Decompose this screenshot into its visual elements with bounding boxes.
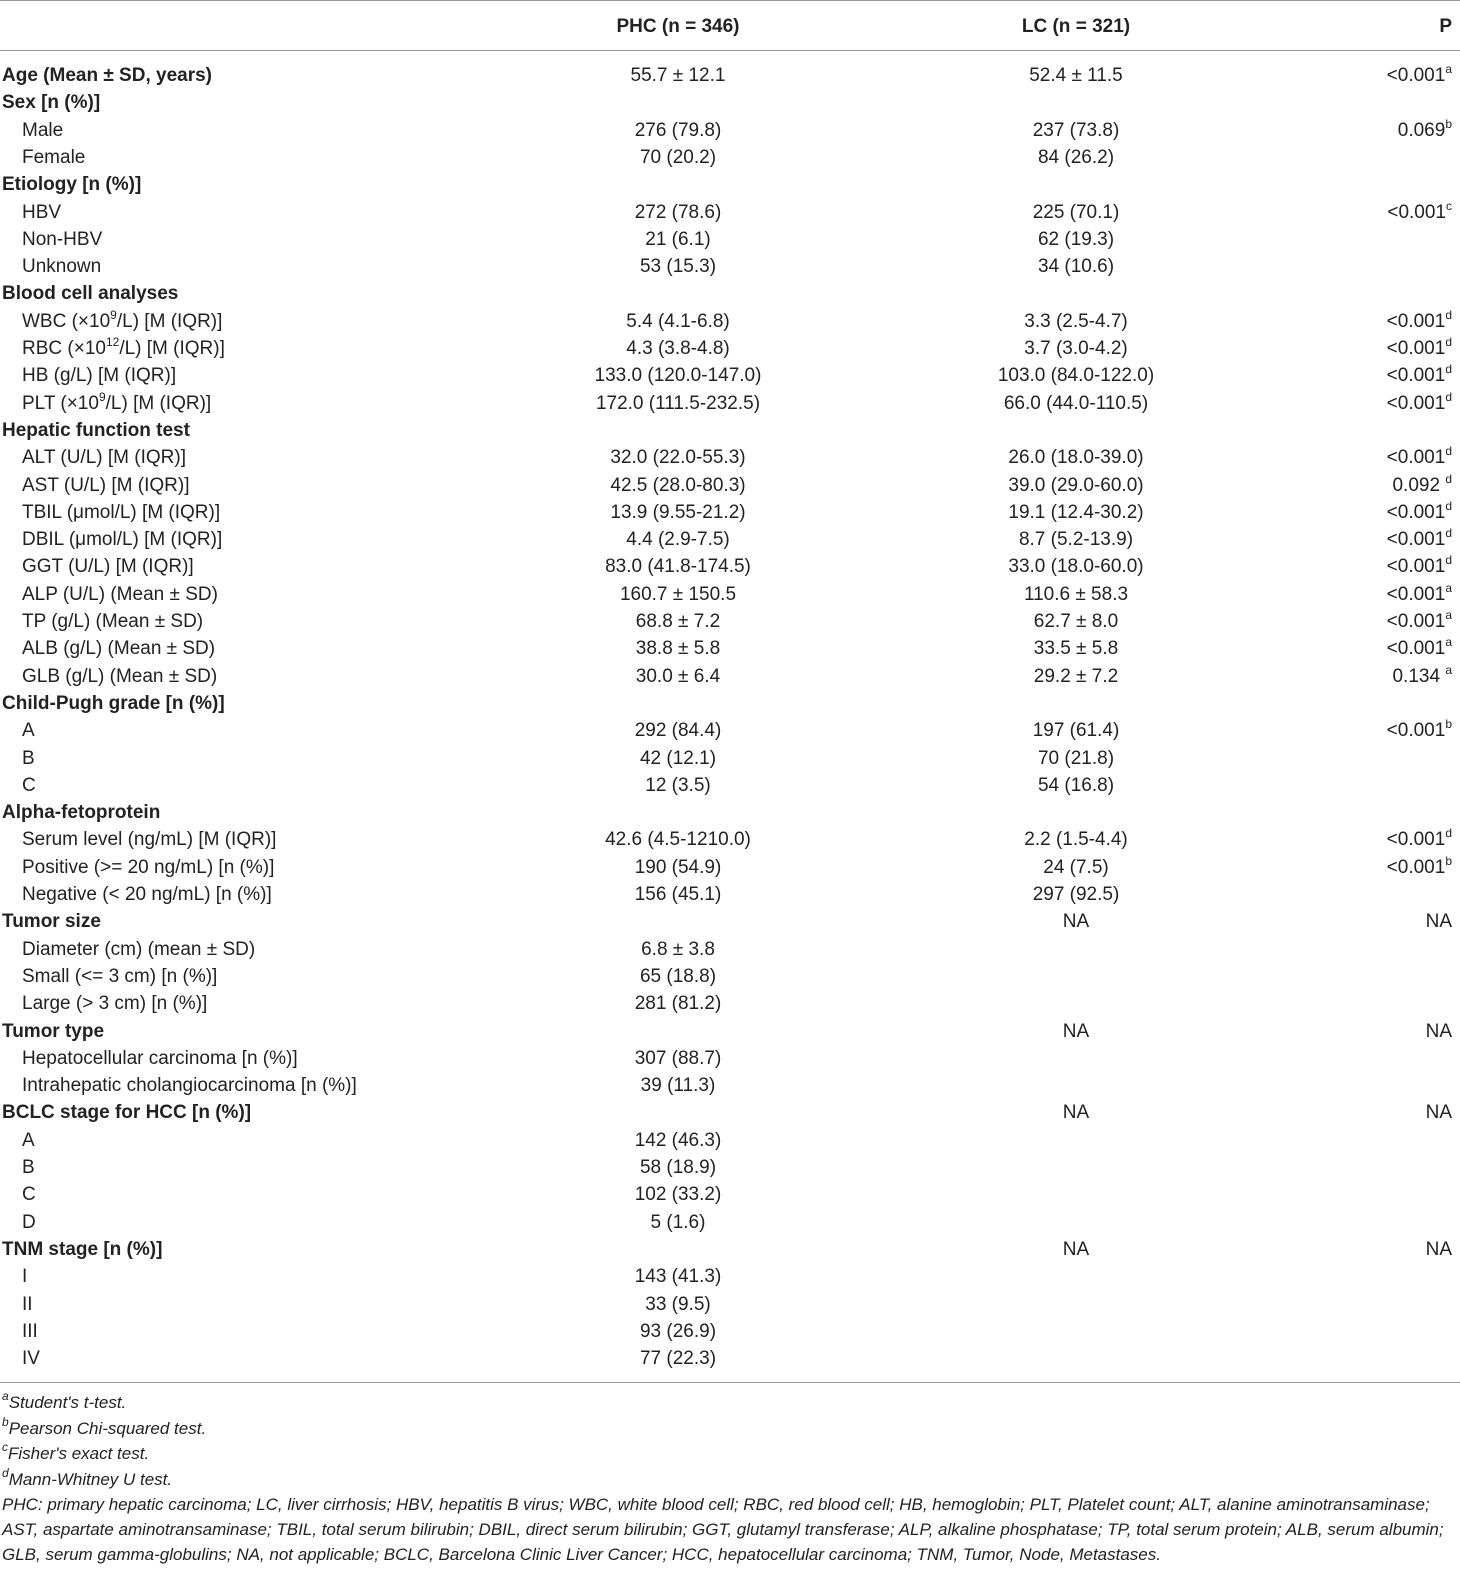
footnote: $^d$Mann-Whitney U test.: [2, 1465, 173, 1489]
phc-value: 281 (81.2): [634, 993, 722, 1015]
row-label: III: [22, 1320, 38, 1342]
lc-value: 237 (73.8): [1032, 119, 1120, 141]
p-value-superscript: a: [1445, 608, 1452, 622]
table-row: [0, 663, 1460, 690]
table-row: [0, 444, 1460, 471]
row-label: Sex [n (%)]: [2, 92, 101, 114]
row-label: Large (> 3 cm) [n (%)]: [22, 993, 208, 1015]
p-value: <0.001$^d$: [1386, 362, 1452, 387]
row-label: TNM stage [n (%)]: [2, 1238, 163, 1260]
header-phc: PHC (n = 346): [616, 16, 740, 37]
row-label: A: [22, 1129, 35, 1151]
p-value: <0.001$^a$: [1386, 635, 1452, 660]
table-row: [0, 253, 1460, 280]
table-row: [0, 990, 1460, 1017]
phc-value: 32.0 (22.0-55.3): [610, 447, 746, 469]
header-lc: LC (n = 321): [1021, 16, 1131, 37]
lc-value: 34 (10.6): [1037, 256, 1115, 278]
row-label: Positive (>= 20 ng/mL) [n (%)]: [22, 856, 275, 878]
row-label: GLB (g/L) (Mean ± SD): [22, 665, 218, 687]
phc-value: 42.6 (4.5-1210.0): [605, 829, 751, 851]
phc-value: 276 (79.8): [634, 119, 722, 141]
p-value-superscript: b: [1445, 853, 1452, 868]
row-label: Tumor type: [2, 1020, 105, 1042]
table-row: [0, 1209, 1460, 1236]
row-label: Hepatocellular carcinoma [n (%)]: [22, 1047, 298, 1069]
row-label: C: [22, 774, 36, 796]
phc-value: 102 (33.2): [634, 1184, 722, 1206]
lc-value: NA: [1062, 1020, 1090, 1042]
phc-value: 5.4 (4.1-6.8): [626, 310, 730, 332]
lc-value: 3.7 (3.0-4.2): [1024, 338, 1128, 359]
p-value: <0.001$^d$: [1386, 498, 1452, 523]
table-row: [0, 1099, 1460, 1126]
p-value-superscript: d: [1445, 553, 1452, 568]
p-value: <0.001$^a$: [1386, 608, 1452, 632]
table-row: [0, 635, 1460, 662]
row-label: Age (Mean ± SD, years): [2, 65, 212, 86]
p-value-superscript: d: [1445, 526, 1452, 541]
p-value: 0.134 $^a$: [1392, 662, 1452, 687]
table-row: [0, 854, 1460, 881]
row-label: IV: [22, 1348, 40, 1370]
p-value: NA: [1425, 1020, 1452, 1042]
lc-value: 297 (92.5): [1032, 884, 1120, 905]
row-label: TP (g/L) (Mean ± SD): [22, 611, 204, 632]
table-row: [0, 390, 1460, 417]
header-p: P: [1439, 16, 1452, 37]
phc-value: 4.4 (2.9-7.5): [626, 529, 730, 551]
phc-value: 307 (88.7): [634, 1047, 722, 1069]
table-row: [0, 335, 1460, 362]
table-row: [0, 308, 1460, 335]
phc-value: 172.0 (111.5-232.5): [595, 392, 761, 414]
row-label: Male: [22, 119, 64, 141]
lc-value: 54 (16.8): [1037, 774, 1115, 796]
row-label: C: [22, 1184, 36, 1206]
table-row: [0, 117, 1460, 144]
table-row: [0, 772, 1460, 799]
table-row: [0, 362, 1460, 389]
row-label: DBIL (μmol/L) [M (IQR)]: [22, 529, 223, 551]
table-row: [0, 1236, 1460, 1263]
table-footer: [2, 1390, 1458, 1567]
lc-value: 33.0 (18.0-60.0): [1008, 556, 1144, 578]
lc-value: 62.7 ± 8.0: [1033, 611, 1119, 632]
row-label: A: [22, 720, 35, 742]
table-row: [0, 526, 1460, 553]
table-row: [0, 171, 1460, 198]
table-row: [0, 799, 1460, 826]
phc-value: 39 (11.3): [640, 1075, 716, 1097]
table-row: [0, 1263, 1460, 1290]
lc-value: 24 (7.5): [1043, 856, 1109, 878]
row-label: Tumor size: [2, 911, 101, 933]
p-value-superscript: a: [1445, 635, 1452, 650]
table-row: [0, 963, 1460, 990]
lc-value: NA: [1062, 911, 1090, 933]
lc-value: 19.1 (12.4-30.2): [1008, 501, 1144, 523]
phc-value: 38.8 ± 5.8: [635, 638, 721, 660]
phc-value: 30.0 ± 6.4: [635, 665, 721, 687]
p-value: <0.001$^d$: [1386, 335, 1452, 359]
lc-value: 29.2 ± 7.2: [1033, 665, 1119, 687]
phc-value: 77 (22.3): [639, 1348, 717, 1370]
lc-value: 103.0 (84.0-122.0): [997, 365, 1155, 387]
table-row: [0, 280, 1460, 307]
row-label: Unknown: [22, 256, 102, 278]
table-row: [0, 1072, 1460, 1099]
table-row: [0, 199, 1460, 226]
lc-value: 62 (19.3): [1037, 228, 1115, 250]
row-label: I: [22, 1266, 28, 1288]
row-label: D: [22, 1211, 36, 1233]
row-label: RBC $(\times 10^{12}/L)$ [M (IQR)]: [22, 335, 225, 359]
p-value-superscript: a: [1445, 62, 1452, 76]
row-label: Hepatic function test: [2, 419, 190, 441]
phc-value: 160.7 ± 150.5: [619, 583, 737, 605]
phc-value: 58 (18.9): [639, 1157, 717, 1178]
table-row: [0, 553, 1460, 580]
lc-value: 52.4 ± 11.5: [1029, 65, 1123, 86]
abbreviations: PHC: primary hepatic carcinoma; LC, liver cirrhosis; HBV, hepatitis B virus; WBC, white blood cell; RBC, red blood cell; HB, hemoglobin; PLT, Platelet count; ALT, alanine aminotransaminase; AST, aspartate aminotransaminase; TBIL, total serum bilirubin; DBIL, direct serum bilirubin; GGT, glutamyl transferase; ALP, alkaline phosphatase; TP, total serum protein; ALB, serum albumin; GLB, serum gamma-globulins; NA, not applicable; BCLC, Barcelona Clinic Liver Cancer; HCC, hepatocellular carcinoma; TNM, Tumor, Node, Metastases.: [2, 1495, 1444, 1564]
p-value-superscript: a: [1445, 580, 1452, 595]
row-label: Intrahepatic cholangiocarcinoma [n (%)]: [22, 1075, 357, 1097]
p-value-superscript: d: [1445, 444, 1452, 459]
table-row: [0, 472, 1460, 499]
lc-value: 197 (61.4): [1032, 720, 1120, 742]
header-rule: [0, 50, 1460, 51]
p-value-superscript: d: [1445, 335, 1452, 349]
table-row: [0, 608, 1460, 635]
phc-value: 133.0 (120.0-147.0): [594, 365, 762, 387]
phc-value: 42 (12.1): [639, 747, 717, 769]
phc-value: 143 (41.3): [634, 1266, 722, 1288]
phc-value: 6.8 ± 3.8: [641, 938, 715, 960]
phc-value: 5 (1.6): [650, 1211, 706, 1233]
p-value: <0.001$^d$: [1386, 389, 1452, 414]
table-row: [0, 936, 1460, 963]
phc-value: 65 (18.8): [639, 965, 717, 987]
row-label: Child-Pugh grade [n (%)]: [2, 692, 225, 714]
row-label: Etiology [n (%)]: [2, 174, 142, 196]
lc-value: 8.7 (5.2-13.9): [1018, 529, 1134, 551]
table-row: [0, 745, 1460, 772]
row-label: PLT $(\times 10^9/L)$ [M (IQR)]: [22, 389, 212, 414]
p-value: 0.069$^b$: [1397, 116, 1452, 141]
row-label: HBV: [22, 201, 62, 223]
p-value: <0.001$^a$: [1386, 62, 1452, 86]
table-row: [0, 881, 1460, 908]
row-label: HB (g/L) [M (IQR)]: [22, 365, 177, 387]
p-value: NA: [1425, 1238, 1452, 1260]
table-row: [0, 1291, 1460, 1318]
row-label: GGT (U/L) [M (IQR)]: [22, 556, 194, 578]
table-row: [0, 89, 1460, 116]
top-rule: [0, 0, 1460, 1]
p-value: <0.001$^c$: [1387, 198, 1452, 223]
phc-value: 21 (6.1): [645, 228, 711, 250]
table-row: [0, 499, 1460, 526]
p-value-superscript: d: [1445, 498, 1452, 513]
table-row: [0, 417, 1460, 444]
phc-value: 55.7 ± 12.1: [630, 65, 726, 86]
phc-value: 42.5 (28.0-80.3): [610, 474, 746, 496]
row-label: Serum level (ng/mL) [M (IQR)]: [22, 829, 277, 851]
table-row: [0, 908, 1460, 935]
phc-value: 13.9 (9.55-21.2): [610, 501, 746, 523]
table-row: [0, 1318, 1460, 1345]
p-value: <0.001$^d$: [1386, 526, 1452, 551]
row-label: ALB (g/L) (Mean ± SD): [22, 638, 216, 660]
row-label: ALT (U/L) [M (IQR)]: [22, 447, 186, 469]
table-row: [0, 1018, 1460, 1045]
table-row: [0, 717, 1460, 744]
table-header: [0, 10, 1460, 44]
p-value: <0.001$^b$: [1386, 853, 1452, 878]
footnote: $^b$Pearson Chi-squared test.: [2, 1414, 207, 1438]
phc-value: 70 (20.2): [639, 146, 717, 168]
table-row: [0, 690, 1460, 717]
p-value-superscript: d: [1445, 389, 1452, 404]
row-label: Alpha-fetoprotein: [2, 802, 161, 824]
row-label: B: [22, 747, 35, 769]
row-label: AST (U/L) [M (IQR)]: [22, 474, 190, 496]
p-value: 0.092 $^d$: [1392, 471, 1452, 496]
p-value: <0.001$^d$: [1386, 444, 1452, 469]
row-label: Blood cell analyses: [2, 283, 179, 305]
row-label: Negative (< 20 ng/mL) [n (%)]: [22, 884, 272, 905]
phc-value: 83.0 (41.8-174.5): [605, 556, 751, 578]
p-value-superscript: c: [1446, 198, 1452, 213]
table-row: [0, 1045, 1460, 1072]
lc-value: 26.0 (18.0-39.0): [1008, 447, 1144, 469]
p-value-superscript: d: [1445, 471, 1452, 486]
lc-value: 110.6 ± 58.3: [1023, 583, 1129, 605]
table-row: [0, 1127, 1460, 1154]
phc-value: 142 (46.3): [634, 1129, 722, 1151]
lc-value: 3.3 (2.5-4.7): [1024, 310, 1128, 332]
phc-value: 12 (3.5): [645, 774, 711, 796]
bottom-rule: [0, 1382, 1460, 1383]
p-value: <0.001$^d$: [1386, 826, 1452, 851]
phc-value: 68.8 ± 7.2: [635, 611, 721, 632]
row-label: ALP (U/L) (Mean ± SD): [22, 583, 218, 605]
table-row: [0, 1154, 1460, 1181]
lc-value: 33.5 ± 5.8: [1033, 638, 1119, 660]
p-value: NA: [1425, 1102, 1452, 1124]
lc-value: 39.0 (29.0-60.0): [1008, 474, 1144, 496]
phc-value: 4.3 (3.8-4.8): [626, 338, 730, 359]
lc-value: 84 (26.2): [1037, 146, 1115, 168]
footnote: $^a$Student's t-test.: [2, 1389, 127, 1412]
phc-value: 156 (45.1): [634, 884, 722, 905]
lc-value: 70 (21.8): [1037, 747, 1115, 769]
table-row: [0, 826, 1460, 853]
lc-value: NA: [1062, 1102, 1090, 1124]
table-row: [0, 144, 1460, 171]
p-value-superscript: a: [1445, 662, 1452, 677]
p-value: <0.001$^d$: [1386, 307, 1452, 332]
lc-value: 2.2 (1.5-4.4): [1024, 829, 1128, 851]
row-label: BCLC stage for HCC [n (%)]: [2, 1102, 252, 1124]
p-value-superscript: d: [1445, 826, 1452, 841]
lc-value: NA: [1062, 1238, 1090, 1260]
phc-value: 292 (84.4): [634, 720, 722, 742]
table-row: [0, 62, 1460, 89]
p-value: <0.001$^d$: [1386, 553, 1452, 578]
phc-value: 190 (54.9): [634, 856, 722, 878]
p-value-superscript: d: [1445, 307, 1452, 322]
table-row: [0, 1181, 1460, 1208]
row-label: B: [22, 1157, 35, 1178]
row-label: Small (<= 3 cm) [n (%)]: [22, 965, 218, 987]
p-value-superscript: b: [1445, 116, 1452, 131]
p-value: NA: [1425, 911, 1452, 933]
p-value: <0.001$^a$: [1386, 580, 1452, 605]
p-value-superscript: b: [1445, 717, 1452, 732]
row-label: II: [22, 1293, 33, 1315]
phc-value: 272 (78.6): [634, 201, 722, 223]
phc-value: 93 (26.9): [639, 1320, 717, 1342]
row-label: Diameter (cm) (mean ± SD): [22, 938, 256, 960]
lc-value: 225 (70.1): [1032, 201, 1120, 223]
footnote: $^c$Fisher's exact test.: [2, 1440, 150, 1463]
row-label: TBIL (μmol/L) [M (IQR)]: [22, 501, 221, 523]
row-label: Non-HBV: [22, 228, 103, 250]
footnotes: [2, 1390, 1458, 1492]
table-row: [0, 581, 1460, 608]
row-label: WBC $(\times 10^9/L)$ [M (IQR)]: [22, 307, 223, 332]
p-value: <0.001$^b$: [1386, 717, 1452, 742]
p-value-superscript: d: [1445, 362, 1452, 377]
lc-value: 66.0 (44.0-110.5): [1003, 392, 1149, 414]
table-row: [0, 226, 1460, 253]
table-row: [0, 1345, 1460, 1372]
row-label: Female: [22, 146, 86, 168]
phc-value: 33 (9.5): [645, 1293, 711, 1315]
phc-value: 53 (15.3): [639, 256, 717, 278]
